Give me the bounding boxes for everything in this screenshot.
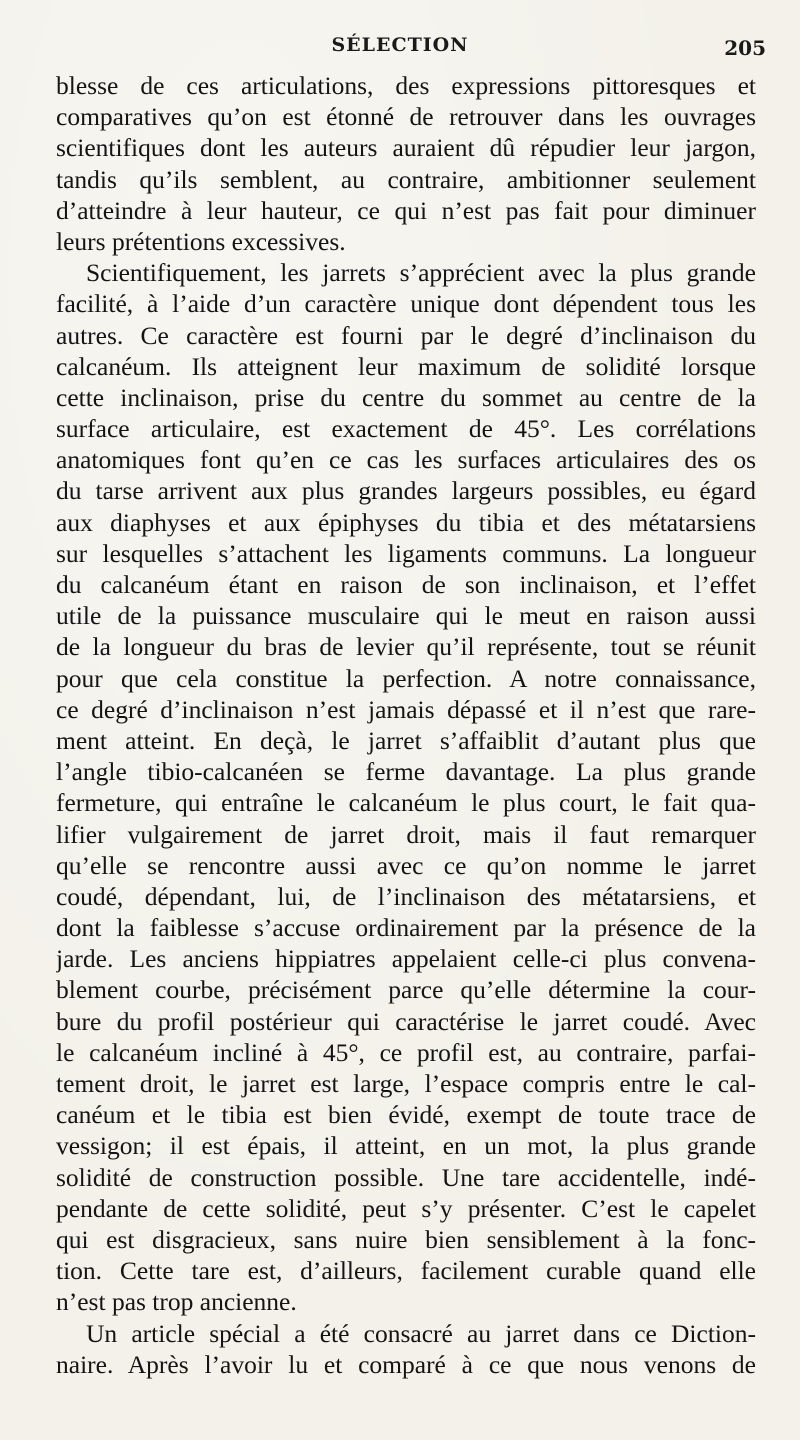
text-line: ce degré d’inclinaison n’est jamais dépassé et il n’est que rare-	[56, 694, 756, 724]
text-line: le calcanéum incliné à 45°, ce profil est, au contraire, parfai-	[56, 1037, 756, 1067]
text-line: du calcanéum étant en raison de son inclinaison, et l’effet	[56, 570, 756, 599]
page-number: 205	[724, 36, 766, 60]
text-line: leurs prétentions excessives.	[56, 226, 346, 256]
text-line: surface articulaire, est exactement de 45°. Les corrélations	[56, 414, 756, 444]
text-line: jarde. Les anciens hippiatres appelaient celle-ci plus convena-	[56, 944, 756, 974]
text-line: utile de la puissance musculaire qui le meut en raison aussi	[56, 601, 756, 631]
text-line: Un article spécial a été consacré au jarret dans ce Diction-	[86, 1318, 756, 1348]
text-line: canéum et le tibia est bien évidé, exempt de toute trace de	[56, 1100, 756, 1130]
text-line: anatomiques font qu’en ce cas les surfaces articulaires des os	[56, 445, 756, 475]
text-line: qui est disgracieux, sans nuire bien sensiblement à la fonc-	[56, 1224, 756, 1254]
text-line: autres. Ce caractère est fourni par le degré d’inclinaison du	[56, 320, 756, 350]
running-title: SÉLECTION	[331, 34, 469, 56]
text-line: calcanéum. Ils atteignent leur maximum de solidité lorsque	[56, 351, 756, 381]
text-line: aux diaphyses et aux épiphyses du tibia et des métatarsiens	[56, 507, 756, 537]
text-line: pour que cela constitue la perfection. A notre connaissance,	[56, 663, 756, 693]
text-line: tandis qu’ils semblent, au contraire, ambitionner seulement	[56, 164, 756, 194]
text-line: blement courbe, précisément parce qu’elle détermine la cour-	[56, 975, 756, 1005]
text-line: pendante de cette solidité, peut s’y présenter. C’est le capelet	[56, 1193, 756, 1223]
text-line: coudé, dépendant, lui, de l’inclinaison des métatarsiens, et	[56, 881, 756, 911]
text-line: sur lesquelles s’attachent les ligaments communs. La longueur	[56, 538, 756, 568]
text-line: facilité, à l’aide d’un caractère unique dont dépendent tous les	[56, 289, 756, 319]
text-line: blesse de ces articulations, des expressions pittoresques et	[56, 71, 756, 100]
text-line: comparatives qu’on est étonné de retrouver dans les ouvrages	[56, 102, 756, 132]
text-line: fermeture, qui entraîne le calcanéum le plus court, le fait qua-	[56, 788, 756, 818]
text-line: bure du profil postérieur qui caractérise le jarret coudé. Avec	[56, 1006, 756, 1036]
text-line: lifier vulgairement de jarret droit, mais il faut remarquer	[56, 819, 756, 849]
text-line: naire. Après l’avoir lu et comparé à ce que nous venons de	[56, 1349, 756, 1379]
running-header	[0, 34, 800, 62]
text-line: de la longueur du bras de levier qu’il représente, tout se réunit	[56, 632, 756, 662]
text-line: Scientifiquement, les jarrets s’apprécient avec la plus grande	[86, 258, 756, 288]
text-line: tement droit, le jarret est large, l’espace compris entre le cal-	[56, 1069, 756, 1098]
text-line: vessigon; il est épais, il atteint, en un mot, la plus grande	[56, 1131, 756, 1161]
text-line: cette inclinaison, prise du centre du sommet au centre de la	[56, 382, 756, 412]
body-text	[56, 70, 756, 1380]
text-line: tion. Cette tare est, d’ailleurs, facilement curable quand elle	[56, 1256, 756, 1286]
text-line: ment atteint. En deçà, le jarret s’affaiblit d’autant plus que	[56, 725, 756, 755]
text-line: du tarse arrivent aux plus grandes largeurs possibles, eu égard	[56, 476, 756, 506]
text-line: n’est pas trop ancienne.	[56, 1287, 297, 1317]
text-line: d’atteindre à leur hauteur, ce qui n’est pas fait pour diminuer	[56, 195, 756, 225]
text-line: scientifiques dont les auteurs auraient dû répudier leur jargon,	[56, 133, 756, 163]
text-line: l’angle tibio-calcanéen se ferme davantage. La plus grande	[56, 757, 756, 787]
text-line: solidité de construction possible. Une tare accidentelle, indé-	[56, 1162, 756, 1192]
text-line: dont la faiblesse s’accuse ordinairement par la présence de la	[56, 913, 756, 943]
text-line: qu’elle se rencontre aussi avec ce qu’on nomme le jarret	[56, 850, 756, 880]
